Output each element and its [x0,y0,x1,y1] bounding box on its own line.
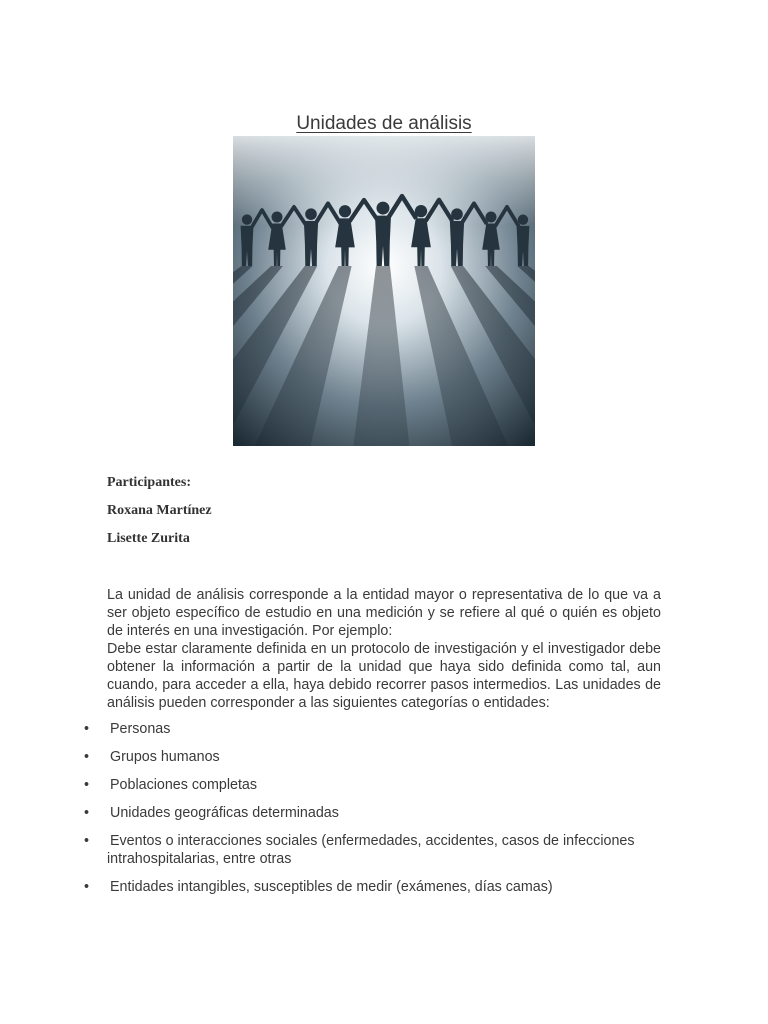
list-item-text: Unidades geográficas determinadas [110,805,339,821]
list-item-text: Grupos humanos [110,749,220,765]
intro-line: aun cuando, para acceder a ella, haya debido recorrer pasos intermedios. Las [107,659,661,693]
participant-name: Roxana Martínez [107,503,212,518]
bullet-icon: • [84,833,90,849]
bullet-icon: • [84,879,90,895]
intro-line: debe obtener la información a partir de la unidad que haya sido definida como tal, [107,641,661,675]
intro-line: La unidad de análisis corresponde a la entidad mayor o representativa de lo que va [107,587,649,603]
bullet-icon: • [84,749,90,765]
intro-line: objeto de interés en una investigación. Por ejemplo: [107,605,661,639]
intro-line: Debe estar claramente definida en un protocolo de investigación y el investigador [107,641,625,657]
people-holding-hands-illustration [233,136,535,446]
bullet-icon: • [84,721,90,737]
list-item [80,804,662,822]
intro-line: a ser objeto específico de estudio en una medición y se refiere al qué o quién es [107,587,661,621]
list-item [80,878,662,896]
bullet-icon: • [84,805,90,821]
list-item-text: Eventos o interacciones sociales (enfermedades, accidentes, casos de infecciones intrahospitalarias, entre otras [107,833,635,867]
list-item-text: Poblaciones completas [110,777,258,793]
list-item [80,832,662,868]
list-item [80,748,662,766]
participants-block [107,474,212,558]
document-title: Unidades de análisis [296,113,472,134]
intro-paragraph [107,586,661,712]
categories-list [80,720,662,906]
list-item [80,776,662,794]
list-item-text: Personas [110,721,171,737]
list-item [80,720,662,738]
participant-name: Lisette Zurita [107,531,190,546]
bullet-icon: • [84,777,90,793]
participants-label: Participantes: [107,475,191,490]
list-item-text: Entidades intangibles, susceptibles de medir (exámenes, días camas) [110,879,553,895]
intro-line: unidades de análisis pueden corresponder a las siguientes categorías o entidades: [107,677,661,711]
